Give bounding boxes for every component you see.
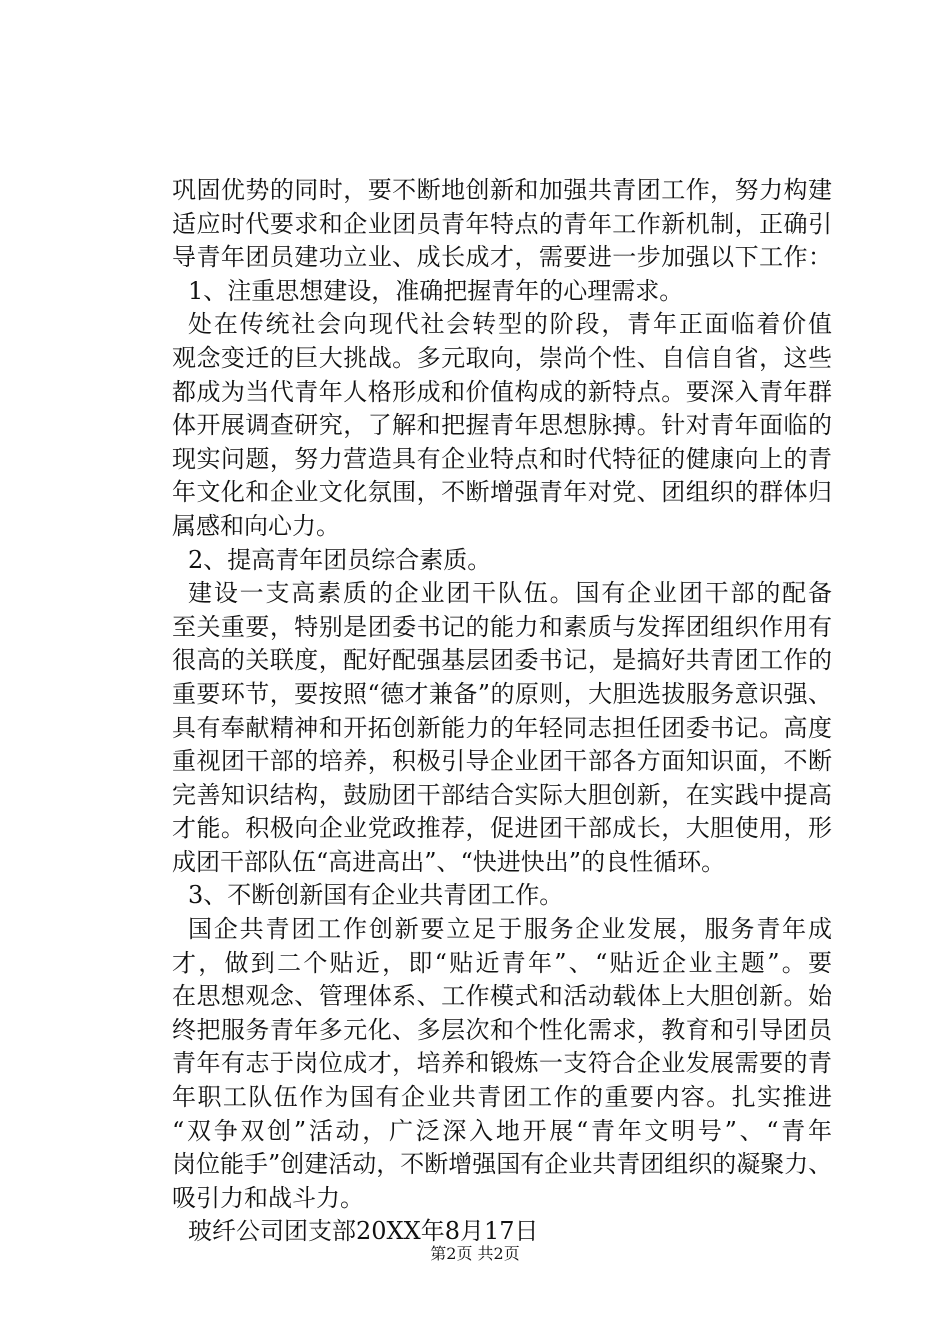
text-line: 很高的关联度，配好配强基层团委书记，是搞好共青团工作的: [172, 646, 832, 675]
text-line: 吸引力和战斗力。: [172, 1183, 364, 1212]
text-line: 重视团干部的培养，积极引导企业团干部各方面知识面，不断: [172, 747, 832, 776]
text-line: 现实问题，努力营造具有企业特点和时代特征的健康向上的青: [172, 444, 832, 473]
text-line: 在思想观念、管理体系、工作模式和活动载体上大胆创新。始: [172, 982, 832, 1011]
text-line: 体开展调查研究，了解和把握青年思想脉搏。针对青年面临的: [172, 411, 832, 440]
text-line: 巩固优势的同时，要不断地创新和加强共青团工作，努力构建: [172, 176, 832, 204]
text-line: 年文化和企业文化氛围，不断增强青年对党、团组织的群体归: [172, 478, 832, 507]
text-line: 具有奉献精神和开拓创新能力的年轻同志担任团委书记。高度: [172, 713, 832, 742]
document-body: [172, 174, 832, 1249]
text-line: 国企共青团工作创新要立足于服务企业发展，服务青年成: [188, 915, 832, 944]
text-line: 属感和向心力。: [172, 511, 340, 540]
text-line: 终把服务青年多元化、多层次和个性化需求，教育和引导团员: [172, 1015, 832, 1044]
text-line: 都成为当代青年人格形成和价值构成的新特点。要深入青年群: [172, 377, 832, 406]
text-line: 至关重要，特别是团委书记的能力和素质与发挥团组织作用有: [172, 612, 832, 641]
text-line: “双争双创”活动，广泛深入地开展“青年文明号”、“青年: [172, 1116, 832, 1145]
text-line: 2、提高青年团员综合素质。: [188, 545, 492, 574]
text-line: 1、注重思想建设，准确把握青年的心理需求。: [188, 276, 684, 305]
text-line: 适应时代要求和企业团员青年特点的青年工作新机制，正确引: [172, 209, 832, 238]
text-line: 才能。积极向企业党政推荐，促进团干部成长，大胆使用，形: [172, 814, 832, 843]
text-line: 3、不断创新国有企业共青团工作。: [188, 881, 564, 910]
text-line: 处在传统社会向现代社会转型的阶段，青年正面临着价值: [188, 310, 832, 339]
text-line: 岗位能手”创建活动，不断增强国有企业共青团组织的凝聚力、: [172, 1150, 833, 1179]
text-line: 重要环节，要按照“德才兼备”的原则，大胆选拔服务意识强、: [172, 679, 832, 708]
text-line: 成团干部队伍“高进高出”、“快进快出”的良性循环。: [172, 847, 726, 876]
page-footer: 第2页 共2页: [430, 1244, 520, 1263]
text-line: 才，做到二个贴近，即“贴近青年”、“贴近企业主题”。要: [172, 948, 832, 977]
text-line: 玻纤公司团支部20XX年8月17日: [188, 1217, 539, 1246]
text-line: 完善知识结构，鼓励团干部结合实际大胆创新，在实践中提高: [172, 780, 832, 809]
text-line: 导青年团员建功立业、成长成才，需要进一步加强以下工作：: [172, 243, 832, 272]
text-line: 建设一支高素质的企业团干队伍。国有企业团干部的配备: [188, 579, 832, 608]
text-line: 观念变迁的巨大挑战。多元取向，崇尚个性、自信自省，这些: [172, 343, 832, 372]
text-line: 青年有志于岗位成才，培养和锻炼一支符合企业发展需要的青: [172, 1049, 832, 1078]
text-line: 年职工队伍作为国有企业共青团工作的重要内容。扎实推进: [172, 1083, 832, 1112]
